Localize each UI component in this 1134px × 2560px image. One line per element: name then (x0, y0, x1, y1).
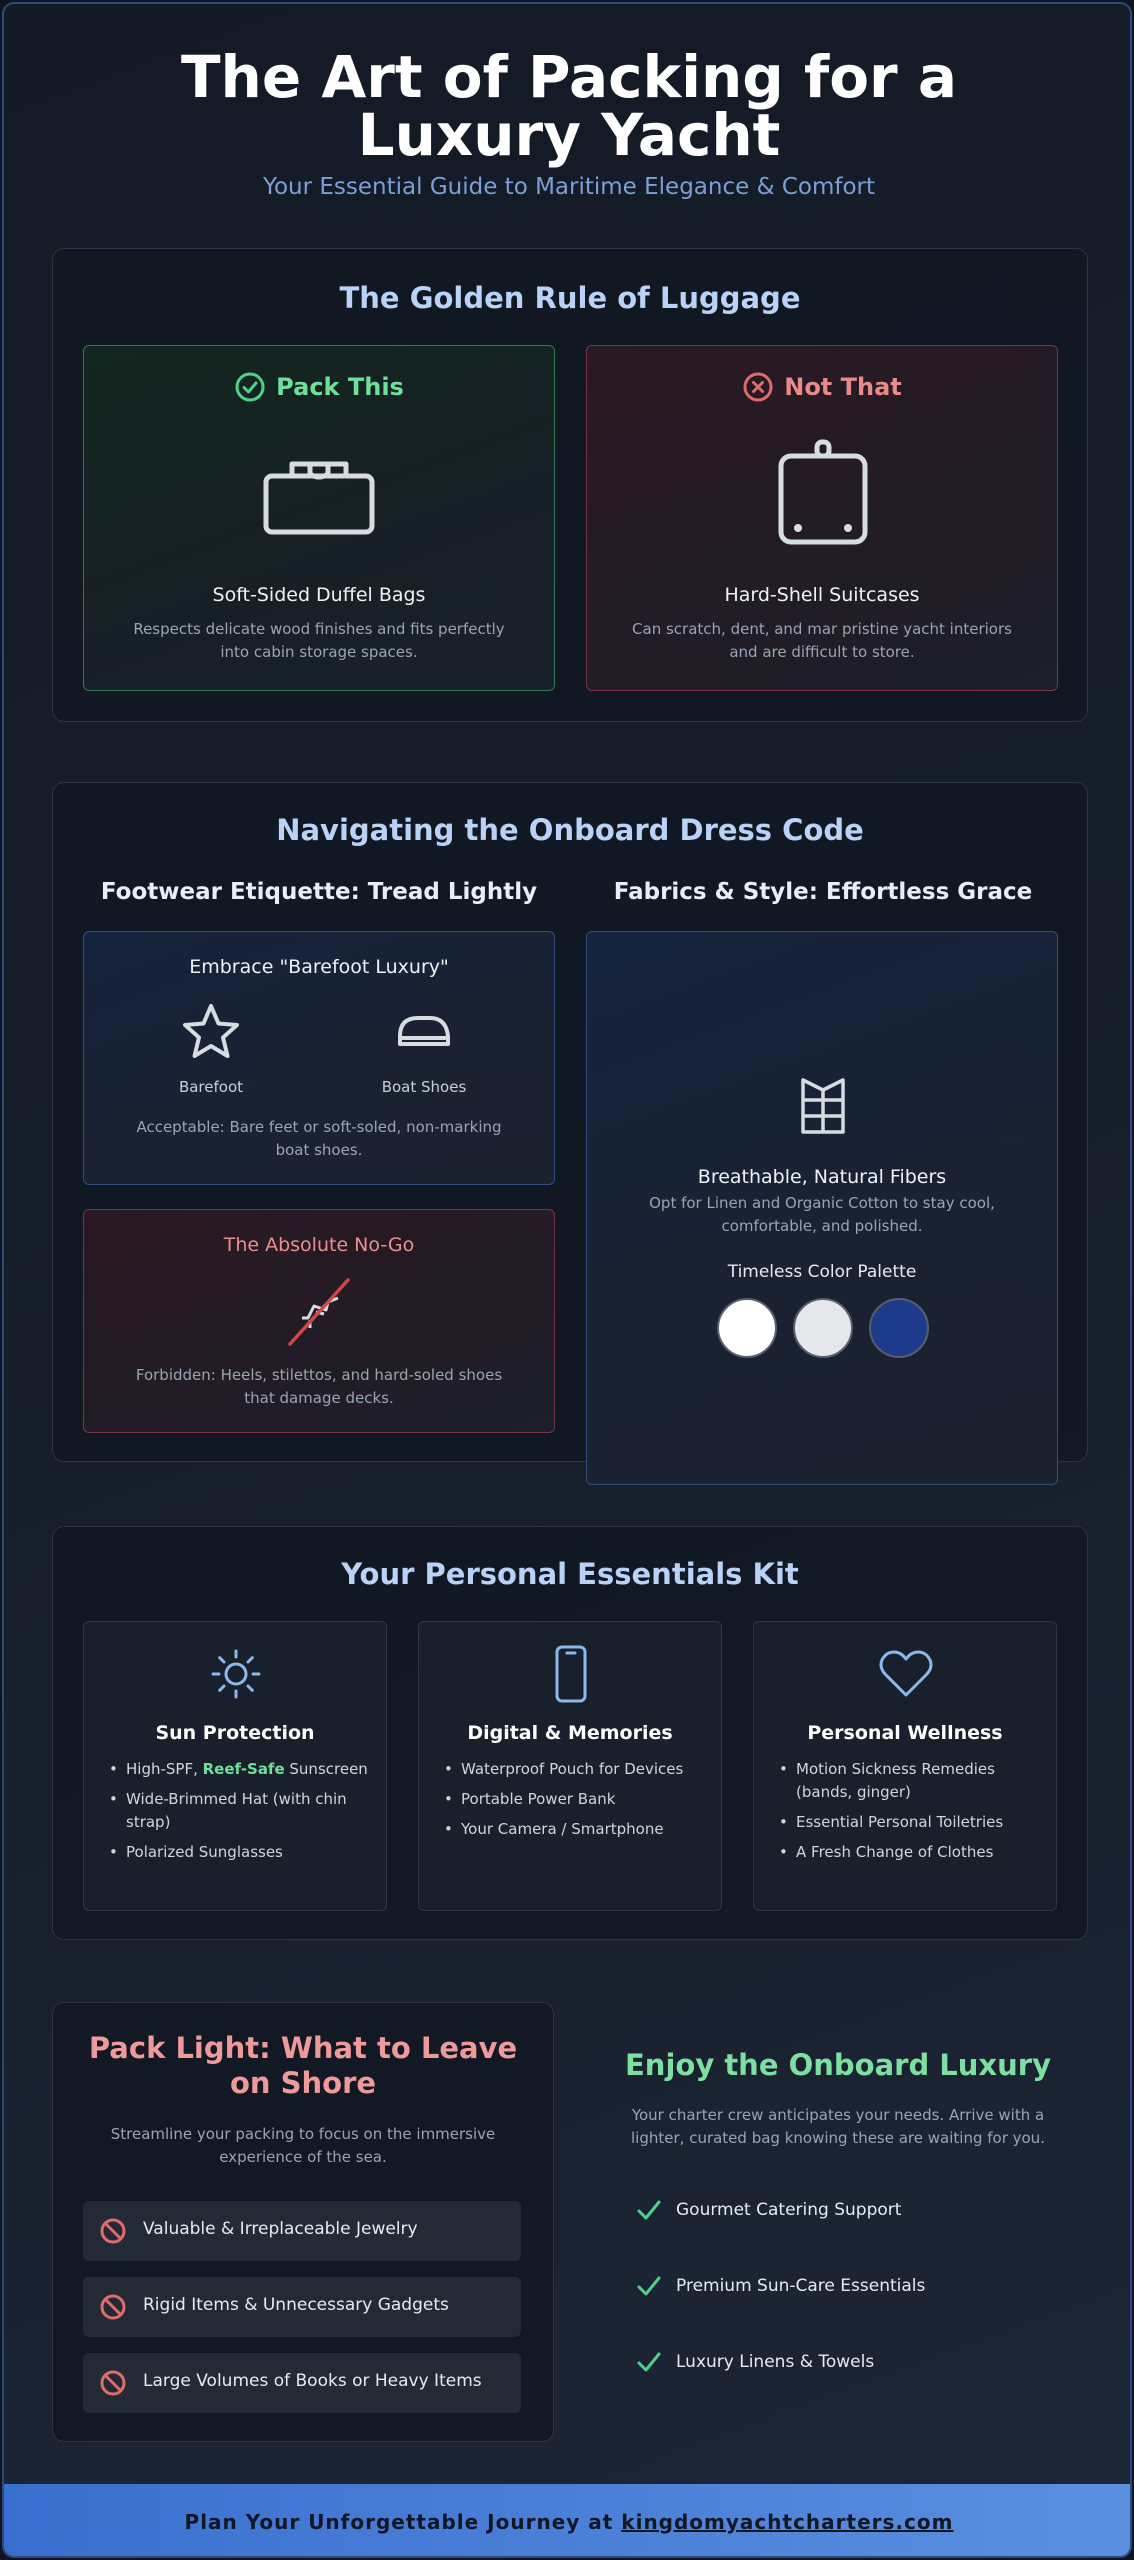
check-circle-icon (234, 371, 266, 403)
list-item: • Motion Sickness Remedies (bands, ginger) (776, 1758, 1040, 1804)
acceptable-text: Acceptable: Bare feet or soft-soled, non-marking boat shoes. (136, 1118, 502, 1159)
essentials-section (52, 1526, 1088, 1940)
not-that-heading (587, 371, 1057, 403)
luxury-item-label: Luxury Linens & Towels (676, 2352, 875, 2372)
palette-title: Timeless Color Palette (727, 1262, 917, 1282)
forbidden-text: Forbidden: Heels, stilettos, and hard-soled shoes that damage decks. (135, 1366, 503, 1407)
pack-this-card (83, 345, 555, 691)
not-that-label: Not That (784, 373, 902, 401)
check-icon (636, 2198, 662, 2222)
no-go-title: The Absolute No-Go (223, 1234, 415, 1256)
essentials-title: Your Personal Essentials Kit (341, 1557, 799, 1591)
list-item: • Essential Personal Toiletries (776, 1811, 1040, 1834)
luggage-section-title: The Golden Rule of Luggage (339, 281, 801, 315)
sun-protection-card (83, 1621, 387, 1911)
list-item: • Your Camera / Smartphone (441, 1818, 705, 1841)
fiber-desc: Opt for Linen and Organic Cotton to stay cool, comfortable, and polished. (649, 1194, 995, 1235)
list-item: • Portable Power Bank (441, 1788, 705, 1811)
no-go-card (83, 1209, 555, 1433)
digital-memories-title: Digital & Memories (467, 1722, 673, 1744)
pack-this-label: Pack This (276, 373, 404, 401)
list-item: • A Fresh Change of Clothes (776, 1841, 1040, 1864)
list-item: • Wide-Brimmed Hat (with chin strap) (106, 1788, 370, 1834)
not-that-item: Hard-Shell Suitcases (724, 584, 920, 606)
personal-wellness-title: Personal Wellness (807, 1722, 1003, 1744)
fabric-roll-icon (795, 1072, 851, 1140)
leave-item (83, 2201, 521, 2261)
star-icon (180, 1002, 242, 1064)
personal-wellness-list (776, 1758, 1040, 1871)
luxury-desc: Your charter crew anticipates your needs. Arrive with a lighter, curated bag knowing these are waiting for you. (631, 2106, 1045, 2147)
phone-icon (551, 1644, 591, 1704)
x-circle-icon (742, 371, 774, 403)
check-icon (636, 2350, 662, 2374)
suitcase-icon (773, 438, 873, 548)
digital-memories-card (418, 1621, 722, 1911)
footer-website-link[interactable]: kingdomyachtcharters.com (621, 2510, 954, 2534)
fabrics-card (586, 931, 1058, 1485)
infographic-frame (2, 2, 1132, 2558)
barefoot-option-label: Barefoot (178, 1078, 244, 1096)
luxury-item-label: Gourmet Catering Support (676, 2200, 902, 2220)
dress-code-section (52, 782, 1088, 1462)
check-icon (636, 2274, 662, 2298)
dress-code-title: Navigating the Onboard Dress Code (276, 813, 864, 847)
list-item: • Polarized Sunglasses (106, 1841, 370, 1864)
swatch-white (717, 1298, 777, 1358)
duffel-bag-icon (260, 456, 380, 546)
sun-protection-list (106, 1758, 370, 1871)
luxury-item (624, 2196, 1024, 2226)
fiber-title: Breathable, Natural Fibers (697, 1166, 947, 1188)
page-subtitle: Your Essential Guide to Maritime Elegance & Comfort (262, 174, 876, 200)
leave-item-label: Rigid Items & Unnecessary Gadgets (143, 2295, 449, 2315)
pack-this-desc: Respects delicate wood finishes and fits perfectly into cabin storage spaces. (133, 620, 505, 661)
pack-this-item: Soft-Sided Duffel Bags (212, 584, 426, 606)
page-title: The Art of Packing for a Luxury Yacht (180, 43, 957, 169)
luggage-section (52, 248, 1088, 722)
leave-title: Pack Light: What to Leave on Shore (88, 2031, 518, 2100)
pack-this-heading (84, 371, 554, 403)
leave-item-label: Large Volumes of Books or Heavy Items (143, 2371, 482, 2391)
footwear-heading: Footwear Etiquette: Tread Lightly (100, 879, 538, 905)
sun-protection-title: Sun Protection (155, 1722, 315, 1744)
barefoot-card-title: Embrace "Barefoot Luxury" (189, 956, 449, 978)
luxury-title: Enjoy the Onboard Luxury (625, 2048, 1051, 2082)
fabrics-heading: Fabrics & Style: Effortless Grace (613, 879, 1033, 905)
list-item: • High-SPF, Reef-Safe Sunscreen (106, 1758, 370, 1781)
leave-desc: Streamline your packing to focus on the immersive experience of the sea. (110, 2125, 496, 2166)
boat-shoe-icon (396, 1012, 452, 1052)
luxury-item (624, 2272, 1024, 2302)
barefoot-card (83, 931, 555, 1185)
heart-icon (878, 1648, 934, 1700)
leave-on-shore-section (52, 2002, 554, 2442)
not-that-card (586, 345, 1058, 691)
leave-item (83, 2353, 521, 2413)
not-that-desc: Can scratch, dent, and mar pristine yacht interiors and are difficult to store. (632, 620, 1012, 661)
list-item: • Waterproof Pouch for Devices (441, 1758, 705, 1781)
personal-wellness-card (753, 1621, 1057, 1911)
leave-item-label: Valuable & Irreplaceable Jewelry (143, 2219, 418, 2239)
no-heels-icon (280, 1272, 360, 1352)
swatch-light-gray (793, 1298, 853, 1358)
footer-banner (4, 2484, 1132, 2558)
luxury-item-label: Premium Sun-Care Essentials (676, 2276, 926, 2296)
prohibited-icon (99, 2217, 127, 2245)
leave-item (83, 2277, 521, 2337)
swatch-navy (869, 1298, 929, 1358)
boat-shoes-option-label: Boat Shoes (381, 1078, 467, 1096)
prohibited-icon (99, 2293, 127, 2321)
footer-text (4, 2510, 1132, 2534)
footer-prefix: Plan Your Unforgettable Journey at (184, 2510, 622, 2534)
digital-memories-list (441, 1758, 705, 1848)
prohibited-icon (99, 2369, 127, 2397)
luxury-item (624, 2348, 1024, 2378)
sun-icon (210, 1648, 262, 1700)
